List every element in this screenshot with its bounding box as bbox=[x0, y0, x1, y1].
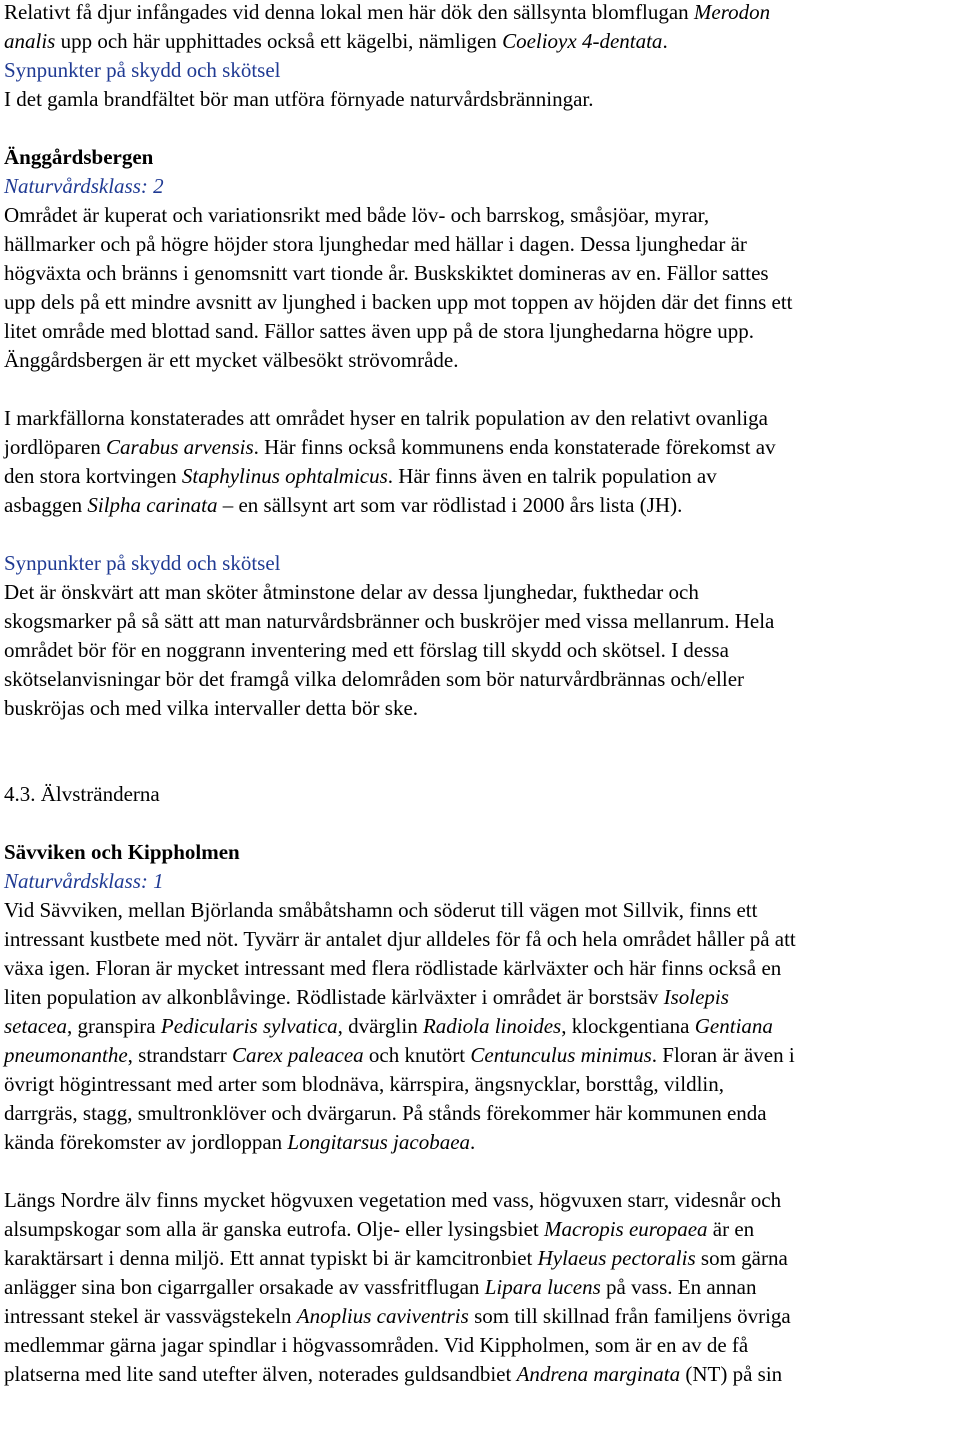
text-run: upp dels på ett mindre avsnitt av ljunghed i backen upp mot toppen av höjden där det finns ett bbox=[4, 290, 793, 314]
text-line bbox=[4, 665, 956, 694]
text-line bbox=[4, 1128, 956, 1157]
text-line bbox=[4, 896, 956, 925]
text-line bbox=[4, 636, 956, 665]
anggard-paragraph-2 bbox=[4, 404, 956, 520]
species-name: Andrena marginata bbox=[516, 1362, 681, 1386]
species-name: Longitarsus jacobaea bbox=[287, 1130, 471, 1154]
text-run: Änggårdsbergen är ett mycket välbesökt strövområde. bbox=[4, 348, 459, 372]
text-run: , klockgentiana bbox=[561, 1014, 695, 1038]
text-run: skogsmarker på så sätt att man naturvårdsbränner och buskröjer med vissa mellanrum. Hela bbox=[4, 609, 775, 633]
species-name: Pedicularis sylvatica bbox=[160, 1014, 338, 1038]
text-line bbox=[4, 578, 956, 607]
text-run: (NT) på sin bbox=[680, 1362, 783, 1386]
text-run: växa igen. Floran är mycket intressant med flera rödlistade kärlväxter och här finns också en bbox=[4, 956, 782, 980]
text-run: , granspira bbox=[66, 1014, 161, 1038]
text-run: som till skillnad från familjens övriga bbox=[468, 1304, 791, 1328]
intro-paragraph bbox=[4, 0, 956, 56]
species-name: Carex paleacea bbox=[232, 1043, 364, 1067]
text-run: intressant kustbete med nöt. Tyvärr är antalet djur alldeles för få och hela området håller på att bbox=[4, 927, 796, 951]
text-run: – en sällsynt art som var rödlistad i 2000 års lista (JH). bbox=[217, 493, 683, 517]
text-line bbox=[4, 954, 956, 983]
site-title-savviken: Sävviken och Kippholmen bbox=[4, 840, 240, 864]
text-run: , dvärglin bbox=[337, 1014, 423, 1038]
text-line bbox=[4, 288, 956, 317]
species-name: Silpha carinata bbox=[87, 493, 218, 517]
site-title-anggardsbergen: Änggårdsbergen bbox=[4, 145, 154, 169]
text-line bbox=[4, 491, 956, 520]
chapter-heading-alvstranderna: 4.3. Älvstränderna bbox=[4, 782, 160, 806]
text-line bbox=[4, 1331, 956, 1360]
text-run: upp och här upphittades också ett kägelbi, nämligen bbox=[55, 29, 503, 53]
text-run: och knutört bbox=[363, 1043, 471, 1067]
species-name: Merodon bbox=[693, 0, 771, 24]
text-run: som gärna bbox=[695, 1246, 788, 1270]
text-line bbox=[4, 404, 956, 433]
text-line bbox=[4, 259, 956, 288]
text-run: platserna med lite sand utefter älven, noterades guldsandbiet bbox=[4, 1362, 517, 1386]
text-run: . Här finns även en talrik population av bbox=[387, 464, 717, 488]
skydd-1-paragraph bbox=[4, 85, 956, 114]
text-run: Längs Nordre älv finns mycket högvuxen vegetation med vass, högvuxen starr, videsnår och bbox=[4, 1188, 782, 1212]
text-run: . bbox=[662, 29, 668, 53]
text-run: . Floran är även i bbox=[651, 1043, 795, 1067]
text-run: karaktärsart i denna miljö. Ett annat typiskt bi är kamcitronbiet bbox=[4, 1246, 538, 1270]
text-line bbox=[4, 85, 956, 114]
text-run: den stora kortvingen bbox=[4, 464, 182, 488]
species-name: Coelioyx 4-dentata bbox=[502, 29, 663, 53]
text-line bbox=[4, 1302, 956, 1331]
species-name: Hylaeus pectoralis bbox=[537, 1246, 696, 1270]
species-name: Staphylinus ophtalmicus bbox=[181, 464, 388, 488]
text-run: buskröjas och med vilka intervaller detta bör ske. bbox=[4, 696, 419, 720]
text-line bbox=[4, 1215, 956, 1244]
anggard-paragraph-1 bbox=[4, 201, 956, 375]
text-line bbox=[4, 694, 956, 723]
text-run: området bör för en noggrann inventering med ett förslag till skydd och skötsel. I dessa bbox=[4, 638, 729, 662]
text-run: är en bbox=[707, 1217, 755, 1241]
text-run: litet område med blottad sand. Fällor sattes även upp på de stora ljunghedarna högre upp. bbox=[4, 319, 754, 343]
text-line bbox=[4, 983, 956, 1012]
text-line bbox=[4, 0, 956, 27]
species-name: analis bbox=[4, 29, 56, 53]
text-line bbox=[4, 1273, 956, 1302]
text-run: alsumpskogar som alla är ganska eutrofa. Olje- eller lysingsbiet bbox=[4, 1217, 545, 1241]
section-heading-skydd-2: Synpunkter på skydd och skötsel bbox=[4, 551, 281, 575]
savviken-paragraph-2 bbox=[4, 1186, 956, 1389]
text-run: skötselanvisningar bör det framgå vilka delområden som bör naturvårdbrännas och/eller bbox=[4, 667, 745, 691]
text-line bbox=[4, 346, 956, 375]
section-heading-skydd-1: Synpunkter på skydd och skötsel bbox=[4, 58, 281, 82]
text-run: asbaggen bbox=[4, 493, 88, 517]
species-name: Anoplius caviventris bbox=[296, 1304, 469, 1328]
text-line bbox=[4, 1244, 956, 1273]
species-name: setacea bbox=[4, 1014, 67, 1038]
text-run: . bbox=[470, 1130, 476, 1154]
species-name: Carabus arvensis bbox=[106, 435, 254, 459]
text-run: Det är önskvärt att man sköter åtminstone delar av dessa ljunghedar, fukthedar och bbox=[4, 580, 699, 604]
text-run: , strandstarr bbox=[127, 1043, 233, 1067]
text-run: högväxta och bränns i genomsnitt vart tionde år. Buskskiktet domineras av en. Fällor sattes bbox=[4, 261, 769, 285]
text-run: medlemmar gärna jagar spindlar i högvassområden. Vid Kippholmen, som är en av de få bbox=[4, 1333, 749, 1357]
text-run: darrgräs, stagg, smultronklöver och dvärgarun. På stånds förekommer här kommunen enda bbox=[4, 1101, 767, 1125]
text-line bbox=[4, 1360, 956, 1389]
text-run: Vid Sävviken, mellan Björlanda småbåtshamn och söderut till vägen mot Sillvik, finns ett bbox=[4, 898, 758, 922]
document-page bbox=[4, 0, 956, 1389]
text-run: . Här finns också kommunens enda konstaterade förekomst av bbox=[253, 435, 776, 459]
text-run: anlägger sina bon cigarrgaller orsakade av vassfritflugan bbox=[4, 1275, 485, 1299]
text-line bbox=[4, 27, 956, 56]
text-line bbox=[4, 925, 956, 954]
text-line bbox=[4, 201, 956, 230]
text-line bbox=[4, 230, 956, 259]
text-run: hällmarker och på högre höjder stora ljunghedar med hällar i dagen. Dessa ljunghedar är bbox=[4, 232, 747, 256]
text-line bbox=[4, 433, 956, 462]
text-line bbox=[4, 1099, 956, 1128]
text-run: I markfällorna konstaterades att området hyser en talrik population av den relativt ovanliga bbox=[4, 406, 768, 430]
text-run: på vass. En annan bbox=[600, 1275, 757, 1299]
text-run: I det gamla brandfältet bör man utföra förnyade naturvårdsbränningar. bbox=[4, 87, 594, 111]
text-line bbox=[4, 1070, 956, 1099]
species-name: Radiola linoides bbox=[422, 1014, 562, 1038]
text-run: liten population av alkonblåvinge. Rödlistade kärlväxter i området är borstsäv bbox=[4, 985, 664, 1009]
species-name: Macropis europaea bbox=[544, 1217, 708, 1241]
species-name: Lipara lucens bbox=[484, 1275, 601, 1299]
text-line bbox=[4, 607, 956, 636]
text-run: övrigt högintressant med arter som blodnäva, kärrspira, ängsnycklar, borsttåg, vildlin, bbox=[4, 1072, 724, 1096]
species-name: Isolepis bbox=[663, 985, 729, 1009]
text-run: Relativt få djur infångades vid denna lokal men här dök den sällsynta blomflugan bbox=[4, 0, 694, 24]
species-name: Gentiana bbox=[694, 1014, 773, 1038]
text-line bbox=[4, 462, 956, 491]
text-run: Området är kuperat och variationsrikt med både löv- och barrskog, småsjöar, myrar, bbox=[4, 203, 710, 227]
text-line bbox=[4, 1012, 956, 1041]
naturvardsklass-label-2: Naturvårdsklass: 1 bbox=[4, 869, 164, 893]
naturvardsklass-label: Naturvårdsklass: 2 bbox=[4, 174, 164, 198]
species-name: pneumonanthe bbox=[4, 1043, 128, 1067]
species-name: Centunculus minimus bbox=[470, 1043, 652, 1067]
skydd-2-paragraph bbox=[4, 578, 956, 723]
text-run: kända förekomster av jordloppan bbox=[4, 1130, 288, 1154]
text-run: jordlöparen bbox=[4, 435, 107, 459]
savviken-paragraph-1 bbox=[4, 896, 956, 1157]
text-line bbox=[4, 1186, 956, 1215]
text-line bbox=[4, 317, 956, 346]
text-run: intressant stekel är vassvägstekeln bbox=[4, 1304, 297, 1328]
text-line bbox=[4, 1041, 956, 1070]
